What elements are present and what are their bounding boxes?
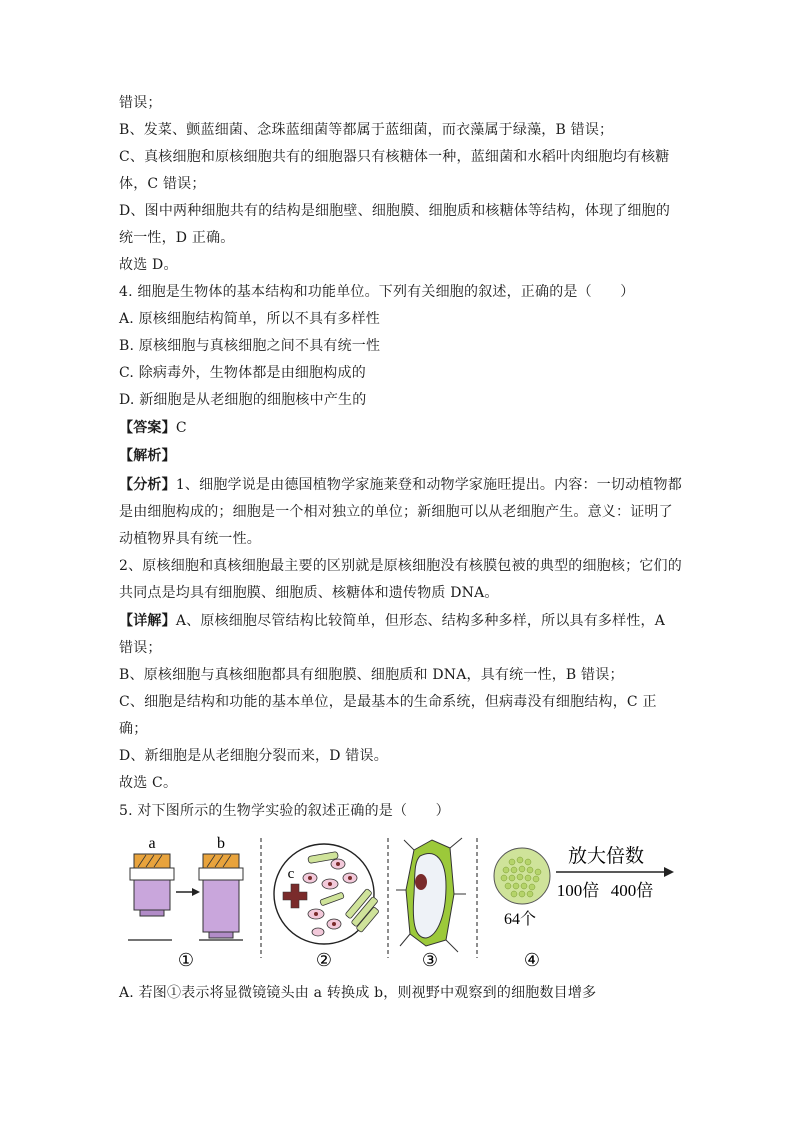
question-5-stem: 5. 对下图所示的生物学实验的叙述正确的是（ ） xyxy=(119,803,450,819)
analysis-tag: 【解析】 xyxy=(119,448,176,464)
text-line: 是由细胞构成的；细胞是一个相对独立的单位；新细胞可以从老细胞产生。意义：证明了 xyxy=(119,504,673,520)
text-line: 故选 D。 xyxy=(119,257,178,273)
question-4-stem: 4. 细胞是生物体的基本结构和功能单位。下列有关细胞的叙述，正确的是（ ） xyxy=(119,284,635,300)
answer-value: C xyxy=(175,420,187,436)
text-line: B、发菜、颤蓝细菌、念珠蓝细菌等都属于蓝细菌，而衣藻属于绿藻，B 错误； xyxy=(119,122,614,138)
objective-lens-b xyxy=(199,854,243,940)
text-line: 动植物界具有统一性。 xyxy=(119,531,261,547)
text-line: 错误； xyxy=(119,95,162,111)
objective-lens-a xyxy=(128,854,174,940)
text-line: 错误； xyxy=(119,640,162,656)
text-line: C、细胞是结构和功能的基本单位，是最基本的生命系统，但病毒没有细胞结构，C 正 xyxy=(119,694,657,710)
text-line: 故选 C。 xyxy=(119,775,178,791)
text-line: B、原核细胞与真核细胞都具有细胞膜、细胞质和 DNA，具有统一性，B 错误； xyxy=(119,667,624,683)
text-line: 统一性，D 正确。 xyxy=(119,230,235,246)
label-b: b xyxy=(217,835,225,852)
panel-1-lenses xyxy=(128,835,243,970)
label-c: c xyxy=(287,866,295,882)
cell-count-label: 64个 xyxy=(503,911,537,928)
zoom-from: 100倍 xyxy=(556,881,600,900)
text-line: C、真核细胞和原核细胞共有的细胞器只有核糖体一种，蓝细菌和水稻叶肉细胞均有核糖 xyxy=(119,149,670,165)
text-line: 共同点是均具有细胞膜、细胞质、核糖体和遗传物质 DNA。 xyxy=(119,585,499,601)
zoom-to: 400倍 xyxy=(610,881,654,900)
text-line xyxy=(119,611,665,631)
panel-label-3: ③ xyxy=(421,950,439,970)
xiangjie-text: A、原核细胞尽管结构比较简单，但形态、结构多种多样，所以具有多样性，A xyxy=(175,613,666,629)
option-c: C. 除病毒外，生物体都是由细胞构成的 xyxy=(119,365,366,381)
text-line: D、图中两种细胞共有的结构是细胞壁、细胞膜、细胞质和核糖体等结构，体现了细胞的 xyxy=(119,203,671,219)
panel-label-1: ① xyxy=(177,950,195,970)
panel-label-4: ④ xyxy=(523,950,541,970)
panel-3-plant-cell xyxy=(396,838,466,970)
option-b: B. 原核细胞与真核细胞之间不具有统一性 xyxy=(119,338,381,354)
panel-2-field-of-view xyxy=(274,844,379,970)
text-line: 2、原核细胞和真核细胞最主要的区别就是原核细胞没有核膜包被的典型的细胞核；它们的 xyxy=(119,558,682,574)
panel-label-2: ② xyxy=(315,950,333,970)
option-d: D. 新细胞是从老细胞的细胞核中产生的 xyxy=(119,392,367,408)
xiangjie-tag: 【详解】 xyxy=(119,613,176,629)
answer-line xyxy=(119,418,187,438)
option-a: A. 原核细胞结构简单，所以不具有多样性 xyxy=(119,311,381,327)
zoom-title: 放大倍数 xyxy=(567,846,645,867)
text-line: 确； xyxy=(119,721,148,737)
text-line: D、新细胞是从老细胞分裂而来，D 错误。 xyxy=(119,748,388,764)
text-line xyxy=(119,475,682,495)
q5-option-a: A. 若图①表示将显微镜镜头由 a 转换成 b，则视野中观察到的细胞数目增多 xyxy=(119,985,597,1001)
panel-4-cell-count xyxy=(494,845,674,970)
label-a: a xyxy=(148,835,156,852)
text-line: 体，C 错误； xyxy=(119,176,206,192)
experiment-figure xyxy=(120,834,680,974)
fenxi-text: 1、细胞学说是由德国植物学家施莱登和动物学家施旺提出。内容：一切动植物都 xyxy=(175,477,682,493)
answer-tag: 【答案】 xyxy=(119,420,176,436)
fenxi-tag: 【分析】 xyxy=(119,477,176,493)
